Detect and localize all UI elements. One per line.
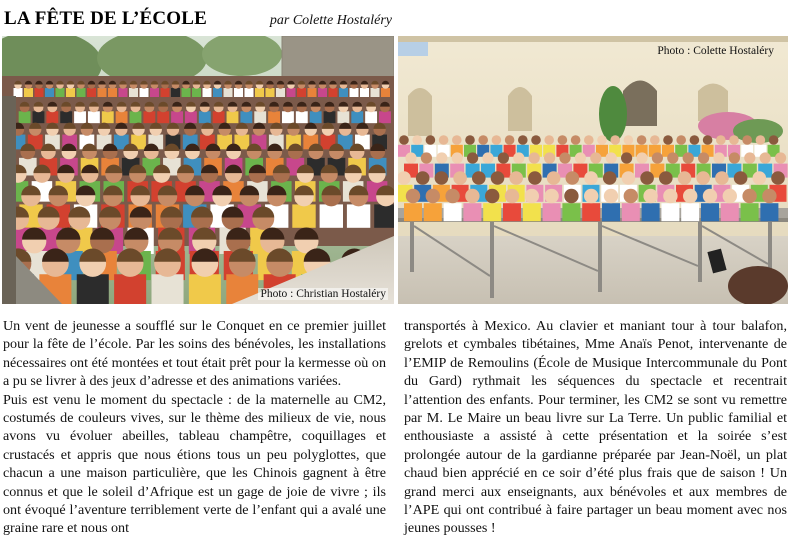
- crowd-person-body: [130, 111, 142, 123]
- stage-child-head: [584, 135, 594, 145]
- photo-stage-credit: Photo : Colette Hostaléry: [657, 45, 774, 57]
- crowd-person-body: [87, 88, 96, 97]
- stage-child-head: [742, 189, 756, 203]
- stage-child-head: [603, 171, 617, 185]
- crowd-person-body: [192, 88, 201, 97]
- stage-child-body: [760, 203, 778, 221]
- crowd-person-body: [157, 111, 169, 123]
- crowd-person-body: [379, 111, 391, 123]
- stage-child-head: [465, 135, 475, 145]
- stage-child-head: [703, 189, 717, 203]
- crowd-person-body: [19, 111, 31, 123]
- stage-child-head: [509, 171, 523, 185]
- crowd-person-body: [116, 111, 128, 123]
- crowd-person-body: [318, 88, 327, 97]
- article-header: [4, 8, 396, 32]
- crowd-person-body: [140, 88, 149, 97]
- stage-child-head: [452, 152, 463, 163]
- crowd-person-body: [365, 111, 377, 123]
- stage-child-head: [505, 135, 515, 145]
- stage-child-head: [742, 135, 752, 145]
- stage-child-body: [582, 203, 600, 221]
- crowd-person-body: [143, 111, 155, 123]
- stage-child-head: [547, 171, 561, 185]
- stage-child-head: [505, 189, 519, 203]
- stage-child-body: [602, 203, 620, 221]
- stage-child-head: [436, 152, 447, 163]
- stage-child-head: [624, 135, 634, 145]
- stage-child-head: [528, 171, 542, 185]
- stage-child-head: [756, 135, 766, 145]
- crowd-person-body: [77, 88, 86, 97]
- stage-child-body: [741, 203, 759, 221]
- stage-child-body: [562, 203, 580, 221]
- stage-child-head: [529, 152, 540, 163]
- stage-child-head: [445, 189, 459, 203]
- crowd-person-body: [351, 111, 363, 123]
- crowd-person-body: [245, 88, 254, 97]
- stage-child-head: [636, 152, 647, 163]
- stage-child-head: [566, 171, 580, 185]
- crowd-person-body: [292, 204, 315, 227]
- stage-child-head: [610, 135, 620, 145]
- stage-child-head: [426, 135, 436, 145]
- crowd-person-body: [297, 88, 306, 97]
- stage-child-head: [734, 171, 748, 185]
- photo-crowd: [2, 36, 394, 304]
- stage-child-head: [544, 152, 555, 163]
- crowd-person-body: [282, 111, 294, 123]
- stage-child-head: [559, 152, 570, 163]
- stage-child-head: [744, 152, 755, 163]
- stage-child-body: [424, 203, 442, 221]
- article-byline: par Colette Hostaléry: [269, 13, 392, 28]
- stage-child-head: [760, 152, 771, 163]
- crowd-person-body: [310, 111, 322, 123]
- stage-child-head: [621, 152, 632, 163]
- stage-child-body: [463, 203, 481, 221]
- stage-child-head: [678, 171, 692, 185]
- crowd-person-body: [324, 111, 336, 123]
- crowd-person-body: [56, 88, 65, 97]
- crowd-person-body: [189, 274, 221, 304]
- stage-child-head: [637, 135, 647, 145]
- crowd-person-body: [287, 88, 296, 97]
- stage-child-body: [701, 203, 719, 221]
- stage-child-head: [558, 135, 568, 145]
- stage-child-head: [698, 152, 709, 163]
- stage-child-head: [421, 152, 432, 163]
- stage-child-head: [405, 152, 416, 163]
- stage-child-head: [590, 152, 601, 163]
- photo-stage-image: [398, 36, 788, 304]
- stage-child-body: [721, 203, 739, 221]
- article-title: LA FÊTE DE L’ÉCOLE: [4, 8, 207, 29]
- stage-child-body: [503, 203, 521, 221]
- article-column-right: [404, 317, 787, 538]
- crowd-person-body: [213, 111, 225, 123]
- crowd-person-body: [320, 204, 343, 227]
- crowd-person-body: [347, 204, 370, 227]
- crowd-person-body: [45, 88, 54, 97]
- crowd-person-body: [60, 111, 72, 123]
- stage-child-head: [650, 135, 660, 145]
- stage-child-head: [465, 189, 479, 203]
- stage-child-head: [696, 171, 710, 185]
- stage-child-head: [606, 152, 617, 163]
- crowd-person-body: [213, 88, 222, 97]
- stage-child-head: [482, 152, 493, 163]
- crowd-person-body: [203, 88, 212, 97]
- crowd-person-body: [98, 88, 107, 97]
- stage-child-body: [444, 203, 462, 221]
- crowd-person-body: [33, 111, 45, 123]
- stage-child-head: [663, 189, 677, 203]
- crowd-person-body: [268, 111, 280, 123]
- crowd-person-body: [339, 88, 348, 97]
- crowd-person-body: [108, 88, 117, 97]
- stage-child-head: [597, 135, 607, 145]
- photo-stage: [398, 36, 788, 304]
- stage-child-body: [661, 203, 679, 221]
- stage-child-head: [640, 171, 654, 185]
- crowd-person-body: [240, 111, 252, 123]
- crowd-person-body: [114, 274, 146, 304]
- crowd-person-body: [129, 88, 138, 97]
- stage-child-body: [543, 203, 561, 221]
- stage-child-body: [681, 203, 699, 221]
- stage-child-head: [472, 171, 486, 185]
- crowd-person-body: [150, 88, 159, 97]
- stage-child-head: [412, 135, 422, 145]
- stage-child-head: [683, 152, 694, 163]
- crowd-person-body: [152, 274, 184, 304]
- crowd-person-body: [234, 88, 243, 97]
- stage-child-head: [584, 189, 598, 203]
- crowd-person-body: [77, 274, 109, 304]
- stage-child-head: [663, 135, 673, 145]
- stage-child-head: [513, 152, 524, 163]
- crowd-person-body: [185, 111, 197, 123]
- crowd-person-body: [329, 88, 338, 97]
- stage-child-head: [729, 135, 739, 145]
- stage-child-body: [523, 203, 541, 221]
- stage-child-head: [452, 135, 462, 145]
- stage-child-head: [498, 152, 509, 163]
- photo-crowd-credit: Photo : Christian Hostaléry: [260, 288, 386, 300]
- crowd-person-body: [88, 111, 100, 123]
- crowd-person-body: [171, 88, 180, 97]
- crowd-person-body: [308, 88, 317, 97]
- crowd-person-body: [371, 88, 380, 97]
- stage-child-head: [584, 171, 598, 185]
- stage-child-head: [467, 152, 478, 163]
- stage-child-head: [624, 189, 638, 203]
- stage-child-head: [622, 171, 636, 185]
- stage-child-head: [769, 135, 779, 145]
- crowd-person-body: [224, 88, 233, 97]
- stage-child-head: [435, 171, 449, 185]
- crowd-person-body: [374, 204, 394, 227]
- stage-child-head: [753, 171, 767, 185]
- crowd-person-body: [337, 111, 349, 123]
- stage-child-head: [478, 135, 488, 145]
- article-column-left: [3, 317, 386, 538]
- stage-child-body: [622, 203, 640, 221]
- stage-child-head: [659, 171, 673, 185]
- stage-child-head: [531, 135, 541, 145]
- stage-child-head: [713, 152, 724, 163]
- stage-child-head: [775, 152, 786, 163]
- crowd-person-body: [199, 111, 211, 123]
- stage-child-head: [643, 189, 657, 203]
- stage-child-head: [723, 189, 737, 203]
- crowd-person-body: [296, 111, 308, 123]
- paragraph: transportés à Mexico. Au clavier et maniant tour à tour balafon, grelots et cymbales tibétaines, Mme Anaïs Penot, intervenante de l’EMIP de Remoulins (École de Musique Intercommunale du Pont du Gard) rythmait les séquences du spectacle et recentrait l’attention des enfants. Pour terminer, les CM2 se sont vu remettre par M. Le Maire un beau livre sur La Terre. Un public familial et enthousiaste a assisté à cette présentation et la soirée s’est prolongée autour de la gardianne préparée par Jean-Noël, un plat chaud bien apprécié en ce soir d’été plus frais que de saison ! Un grand merci aux enseignants, aux bénévoles et aux membres de l’APE qui ont contribué à faire partager un beau moment avec nos jeunes pousses !: [404, 318, 787, 537]
- stage-child-head: [544, 135, 554, 145]
- stage-child-head: [525, 189, 539, 203]
- stage-child-head: [690, 135, 700, 145]
- stage-child-head: [729, 152, 740, 163]
- crowd-person-body: [276, 88, 285, 97]
- crowd-person-body: [227, 111, 239, 123]
- crowd-person-body: [266, 88, 275, 97]
- stage-child-head: [485, 189, 499, 203]
- crowd-person-body: [35, 88, 44, 97]
- stage-child-head: [491, 171, 505, 185]
- stage-child-head: [604, 189, 618, 203]
- photo-crowd-image: [2, 36, 394, 304]
- stage-child-body: [483, 203, 501, 221]
- stage-child-head: [518, 135, 528, 145]
- stage-child-head: [416, 171, 430, 185]
- crowd-person-body: [161, 88, 170, 97]
- stage-child-head: [399, 135, 409, 145]
- stage-child-head: [492, 135, 502, 145]
- crowd-person-body: [74, 111, 86, 123]
- crowd-person-body: [46, 111, 58, 123]
- stage-child-head: [544, 189, 558, 203]
- paragraph: Puis est venu le moment du spectacle : de la maternelle au CM2, costumés de couleurs vives, sur le thème des milieux de vie, nous avons vu évoluer abeilles, tableau champêtre, coquillages et crustacés et appris que nous étions tous un peu polyglottes, que chacun a une maison particulière, que les Chinois gagnent à être connus et que le soleil d’Afrique est un gage de joie de vivre ; ils ont évoqué l’aventure terriblement verte de l’enfant qui a avalé une graine rare et nous ont: [3, 391, 386, 537]
- stage-child-head: [762, 189, 776, 203]
- paragraph: Un vent de jeunesse a soufflé sur le Conquet en ce premier juillet pour la fête de l’école. Par les soins des bénévoles, les installations nécessaires ont été montées et tout était prêt pour la kermesse où on a pu se livrer à des jeux d’adresse et des animations variées.: [3, 318, 386, 390]
- stage-child-head: [716, 135, 726, 145]
- stage-child-head: [406, 189, 420, 203]
- crowd-person-body: [66, 88, 75, 97]
- stage-child-head: [683, 189, 697, 203]
- crowd-person-body: [350, 88, 359, 97]
- crowd-person-body: [254, 111, 266, 123]
- crowd-person-body: [381, 88, 390, 97]
- crowd-person-body: [171, 111, 183, 123]
- crowd-person-body: [182, 88, 191, 97]
- stage-child-body: [404, 203, 422, 221]
- crowd-person-body: [102, 111, 114, 123]
- stage-child-head: [453, 171, 467, 185]
- stage-child-head: [676, 135, 686, 145]
- stage-child-head: [771, 171, 785, 185]
- stage-child-head: [571, 135, 581, 145]
- stage-child-head: [575, 152, 586, 163]
- stage-child-head: [703, 135, 713, 145]
- stage-child-body: [642, 203, 660, 221]
- crowd-person-body: [255, 88, 264, 97]
- crowd-person-body: [360, 88, 369, 97]
- stage-child-head: [564, 189, 578, 203]
- stage-child-head: [667, 152, 678, 163]
- stage-child-head: [426, 189, 440, 203]
- crowd-person-body: [119, 88, 128, 97]
- crowd-person-body: [14, 88, 23, 97]
- stage-child-head: [439, 135, 449, 145]
- stage-child-head: [652, 152, 663, 163]
- stage-child-head: [715, 171, 729, 185]
- crowd-person-body: [24, 88, 33, 97]
